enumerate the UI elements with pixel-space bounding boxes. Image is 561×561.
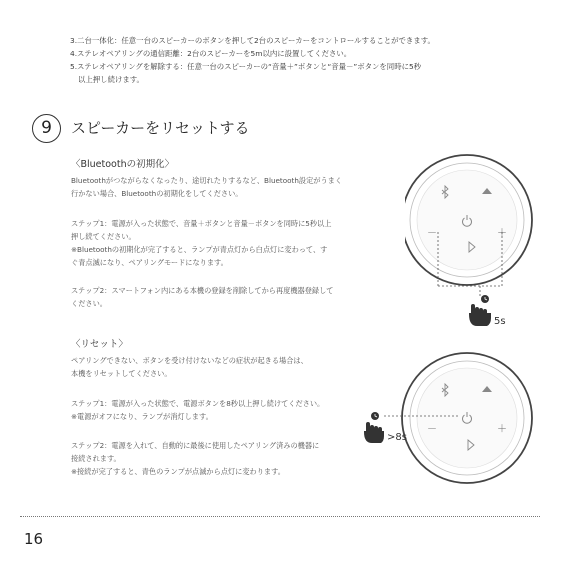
reset-step2-line-2: 接続されます。: [71, 454, 121, 463]
clock-icon: [481, 295, 489, 303]
bluetooth-init-step1-line-1: ステップ1：電源が入った状態で、音量＋ボタンと音量－ボタンを同時に5秒以上: [71, 219, 332, 228]
section-title: スピーカーをリセットする: [71, 119, 250, 137]
reset-step2-note: ※接続が完了すると、青色のランプが点滅から点灯に変わります。: [71, 467, 285, 476]
press-duration-8s: >8s: [387, 432, 407, 443]
intro-note-3: 3.二台一体化：任意一台のスピーカーのボタンを押して2台のスピーカーをコントロールすることができます。: [70, 36, 435, 45]
bluetooth-init-line-2: 行かない場合、Bluetoothの初期化をしてください。: [71, 189, 243, 198]
bluetooth-init-line-1: Bluetoothがつながらなくなったり、途切れたりするなど、Bluetooth設定がうまく: [71, 176, 343, 185]
intro-note-4: 4.ステレオペアリングの通信距離：2台のスピーカーを5m以内に設置してください。: [70, 49, 352, 58]
bluetooth-init-step2-line-2: ください。: [71, 299, 107, 308]
footer-divider: [20, 516, 540, 517]
volume-minus-button[interactable]: －: [427, 424, 437, 435]
volume-plus-button[interactable]: ＋: [497, 424, 507, 435]
bluetooth-init-step1-line-2: 押し続てください。: [71, 232, 136, 241]
bluetooth-init-note-line-2: ぐ青点滅になり、ペアリングモードになります。: [71, 258, 228, 267]
clock-icon: [371, 412, 379, 420]
section-number-badge: 9: [32, 114, 61, 143]
reset-step1-note: ※電源がオフになり、ランプが消灯します。: [71, 412, 213, 421]
reset-step1-line-1: ステップ1：電源が入った状態で、電源ボタンを8秒以上押し続けてください。: [71, 399, 325, 408]
speaker-diagram-bluetooth-init: [405, 148, 555, 328]
volume-minus-button[interactable]: －: [427, 228, 437, 239]
bluetooth-init-step2-line-1: ステップ2：スマートフォン内にある本機の登録を削除してから再度機器登録して: [71, 286, 334, 295]
bluetooth-init-heading: 〈Bluetoothの初期化〉: [71, 159, 175, 170]
reset-step2-line-1: ステップ2：電源を入れて、自動的に最後に使用したペアリング済みの機器に: [71, 441, 320, 450]
press-duration-5s: 5s: [494, 316, 506, 327]
hand-press-icon: [469, 304, 491, 326]
volume-plus-button[interactable]: ＋: [497, 228, 507, 239]
bluetooth-init-note-line-1: ※Bluetoothの初期化が完了すると、ランプが青点灯から白点灯に変わって、す: [71, 245, 328, 254]
speaker-diagram-reset: [362, 352, 552, 492]
intro-note-5-continued: 以上押し続けます。: [78, 75, 144, 84]
reset-heading: 〈リセット〉: [71, 339, 128, 350]
page-number: 16: [24, 530, 44, 548]
reset-line-1: ペアリングできない、ボタンを受け付けないなどの症状が起きる場合は、: [71, 356, 308, 365]
hand-press-icon: [364, 422, 384, 443]
reset-line-2: 本機をリセットしてください。: [71, 369, 172, 378]
intro-note-5: 5.ステレオペアリングを解除する：任意一台のスピーカーの“音量＋”ボタンと“音量－”ボタンを同時に5秒: [70, 62, 422, 71]
